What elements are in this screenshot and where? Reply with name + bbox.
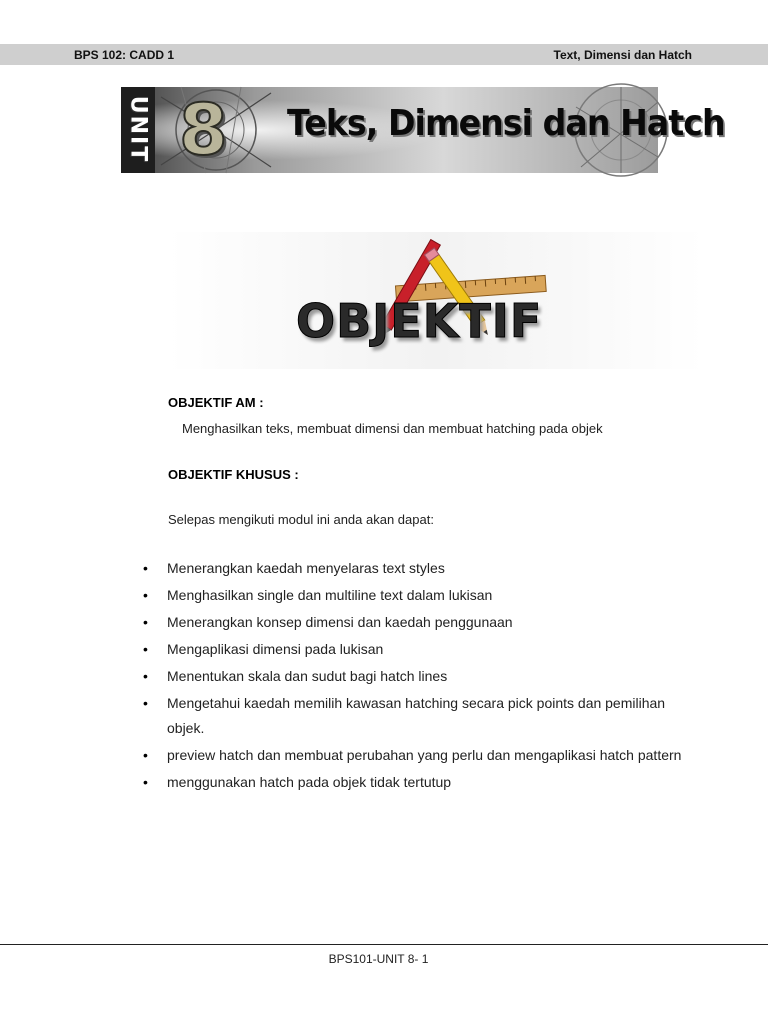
banner-title: Teks, Dimensi dan Hatch <box>287 103 725 144</box>
unit-label-text: UNIT <box>125 95 151 164</box>
objektif-am-heading: OBJEKTIF AM : <box>168 395 264 410</box>
chapter-title: Text, Dimensi dan Hatch <box>553 48 692 62</box>
page-footer: BPS101-UNIT 8- 1 <box>328 952 429 966</box>
objective-word: OBJEKTIF <box>296 294 543 348</box>
objektif-khusus-intro: Selepas mengikuti modul ini anda akan dapat: <box>168 512 434 527</box>
list-item: • Menerangkan konsep dimensi dan kaedah penggunaan <box>143 610 683 635</box>
objective-graphic <box>168 232 704 369</box>
list-item: • menggunakan hatch pada objek tidak tertutup <box>143 770 683 795</box>
unit-number: 8 <box>179 89 228 171</box>
objektif-khusus-heading: OBJEKTIF KHUSUS : <box>168 467 299 482</box>
objective-list <box>143 556 683 797</box>
list-item: • Menentukan skala dan sudut bagi hatch lines <box>143 664 683 689</box>
unit-banner <box>121 87 725 173</box>
list-item: • Menerangkan kaedah menyelaras text styles <box>143 556 683 581</box>
objektif-am-text: Menghasilkan teks, membuat dimensi dan membuat hatching pada objek <box>182 421 603 436</box>
list-item: • Mengaplikasi dimensi pada lukisan <box>143 637 683 662</box>
course-code: BPS 102: CADD 1 <box>74 48 175 62</box>
header-bar <box>0 44 768 65</box>
list-item: • preview hatch dan membuat perubahan yang perlu dan mengaplikasi hatch pattern <box>143 743 683 768</box>
list-item: • Menghasilkan single dan multiline text dalam lukisan <box>143 583 683 608</box>
footer-divider <box>0 944 768 945</box>
unit-label <box>123 91 153 169</box>
list-item: • Mengetahui kaedah memilih kawasan hatching secara pick points dan pemilihan objek. <box>143 691 683 741</box>
